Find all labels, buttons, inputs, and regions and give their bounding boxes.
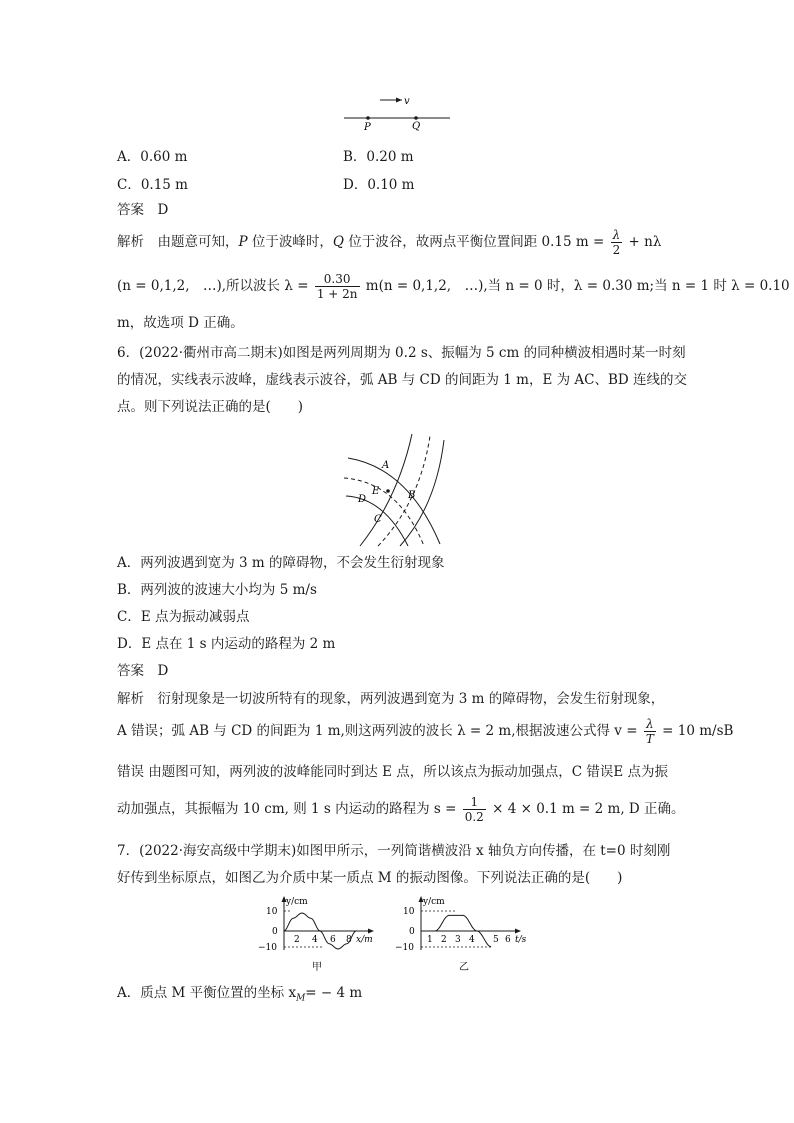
point-c-label: C — [374, 514, 382, 525]
yi-xtick-4: 4 — [469, 935, 475, 945]
q5-option-b: B．0.20 m — [343, 149, 414, 165]
q5-analysis-line3: m，故选项 D 正确。 — [117, 315, 244, 331]
yi-ytick-0: 0 — [409, 927, 415, 937]
point-p-label: P — [364, 122, 371, 132]
point-d-label: D — [358, 494, 367, 505]
q5-analysis-line2: (n = 0,1,2, …),所以波长 λ = $\frac{0.30}{1 + 2n}$ m(n = 0,1,2, …),当 n = 0 时，λ = 0.30 m;当 n = 1 时 λ = 0.10 — [117, 272, 790, 301]
q7-option-a: A．质点 M 平衡位置的坐标 $x_M= - 4$ m — [117, 985, 363, 1004]
yi-xtick-1: 1 — [427, 935, 433, 945]
q6-stem-line2: 的情况，实线表示波峰，虚线表示波谷，弧 AB 与 CD 的间距为 1 m，E 为 AC、BD 连线的交 — [117, 372, 688, 388]
q6-option-c: C．E 点为振动减弱点 — [117, 609, 250, 625]
yi-xtick-3: 3 — [455, 935, 461, 945]
fraction-wavelength: $\frac{0.30}{1 + 2n}$ — [316, 272, 358, 301]
point-a-label: A — [382, 460, 390, 471]
q6-stem-line1: 6．(2022·衢州市高二期末)如图是两列周期为 0.2 s、振幅为 5 cm 的同种横波相遇时某一时刻 — [117, 345, 686, 361]
interference-figure — [338, 428, 458, 548]
jia-ylabel: y/cm — [286, 897, 308, 907]
vibration-graph-yi — [393, 894, 535, 976]
jia-ytick-10: 10 — [266, 907, 278, 917]
q6-analysis-line4: 动加强点，其振幅为 10 cm, 则 1 s 内运动的路程为 s = $\frac{1}{0.2}$ × 4 × 0.1 m = 2 m, D 正确。 — [117, 795, 685, 824]
jia-xtick-8: 8 — [346, 935, 352, 945]
q5-answer: 答案 D — [117, 202, 169, 218]
point-b-label: B — [408, 490, 416, 501]
q7-stem-line2: 好传到坐标原点，如图乙为介质中某一质点 M 的振动图像。下列说法正确的是( ) — [117, 870, 623, 886]
point-q-label: Q — [412, 121, 421, 132]
q6-option-a: A．两列波遇到宽为 3 m 的障碍物，不会发生衍射现象 — [117, 555, 445, 571]
jia-ytick-neg10: −10 — [258, 943, 277, 953]
q5-analysis-line1: 解析 由题意可知，P 位于波峰时，Q 位于波谷，故两点平衡位置间距 0.15 m = $\frac{\lambda}{2}$ + nλ — [117, 228, 662, 257]
jia-ytick-0: 0 — [272, 927, 278, 937]
q6-analysis-line2: A 错误；弧 AB 与 CD 的间距为 1 m,则这两列波的波长 λ = 2 m,根据波速公式得 v = $\frac{\lambda}{T}$ = 10 m/sB — [117, 717, 734, 746]
q6-answer: 答案 D — [117, 663, 169, 679]
yi-ytick-10: 10 — [403, 907, 415, 917]
velocity-label: v — [404, 96, 410, 107]
jia-xtick-6: 6 — [330, 935, 336, 945]
q6-analysis-line3: 错误 由题图可知，两列波的波峰能同时到达 E 点，所以该点为振动加强点，C 错误E 点为振 — [117, 764, 668, 780]
q6-option-b: B．两列波的波速大小均为 5 m/s — [117, 582, 317, 598]
yi-xtick-6: 6 — [505, 935, 511, 945]
yi-ytick-neg10: −10 — [395, 943, 414, 953]
jia-xtick-2: 2 — [294, 935, 300, 945]
fraction-lambda-over-2: $\frac{\lambda}{2}$ — [612, 228, 621, 257]
q5-option-d: D．0.10 m — [343, 177, 415, 193]
yi-ylabel: y/cm — [423, 897, 445, 907]
q6-analysis-line1: 解析 衍射现象是一切波所特有的现象，两列波遇到宽为 3 m 的障碍物，会发生衍射现象， — [117, 691, 665, 707]
point-e-label: E — [372, 486, 380, 497]
wave-graph-jia — [256, 894, 378, 976]
jia-caption: 甲 — [312, 962, 322, 973]
q5-option-a: A．0.60 m — [117, 149, 188, 165]
fraction-one-over-period: $\frac{1}{0.2}$ — [464, 795, 484, 824]
yi-xlabel: t/s — [515, 935, 527, 945]
yi-caption: 乙 — [459, 962, 469, 973]
yi-xtick-2: 2 — [441, 935, 447, 945]
jia-xtick-4: 4 — [312, 935, 318, 945]
q6-option-d: D．E 点在 1 s 内运动的路程为 2 m — [117, 636, 336, 652]
jia-xlabel: x/m — [356, 935, 373, 945]
q6-stem-line3: 点。则下列说法正确的是( ) — [117, 399, 304, 415]
q7-stem-line1: 7．(2022·海安高级中学期末)如图甲所示，一列简谐横波沿 x 轴负方向传播，在 t=0 时刻刚 — [117, 843, 671, 859]
yi-xtick-5: 5 — [493, 935, 499, 945]
wave-line-figure — [340, 92, 455, 132]
q5-option-c: C．0.15 m — [117, 177, 188, 193]
fraction-lambda-over-t: $\frac{\lambda}{T}$ — [645, 717, 654, 746]
